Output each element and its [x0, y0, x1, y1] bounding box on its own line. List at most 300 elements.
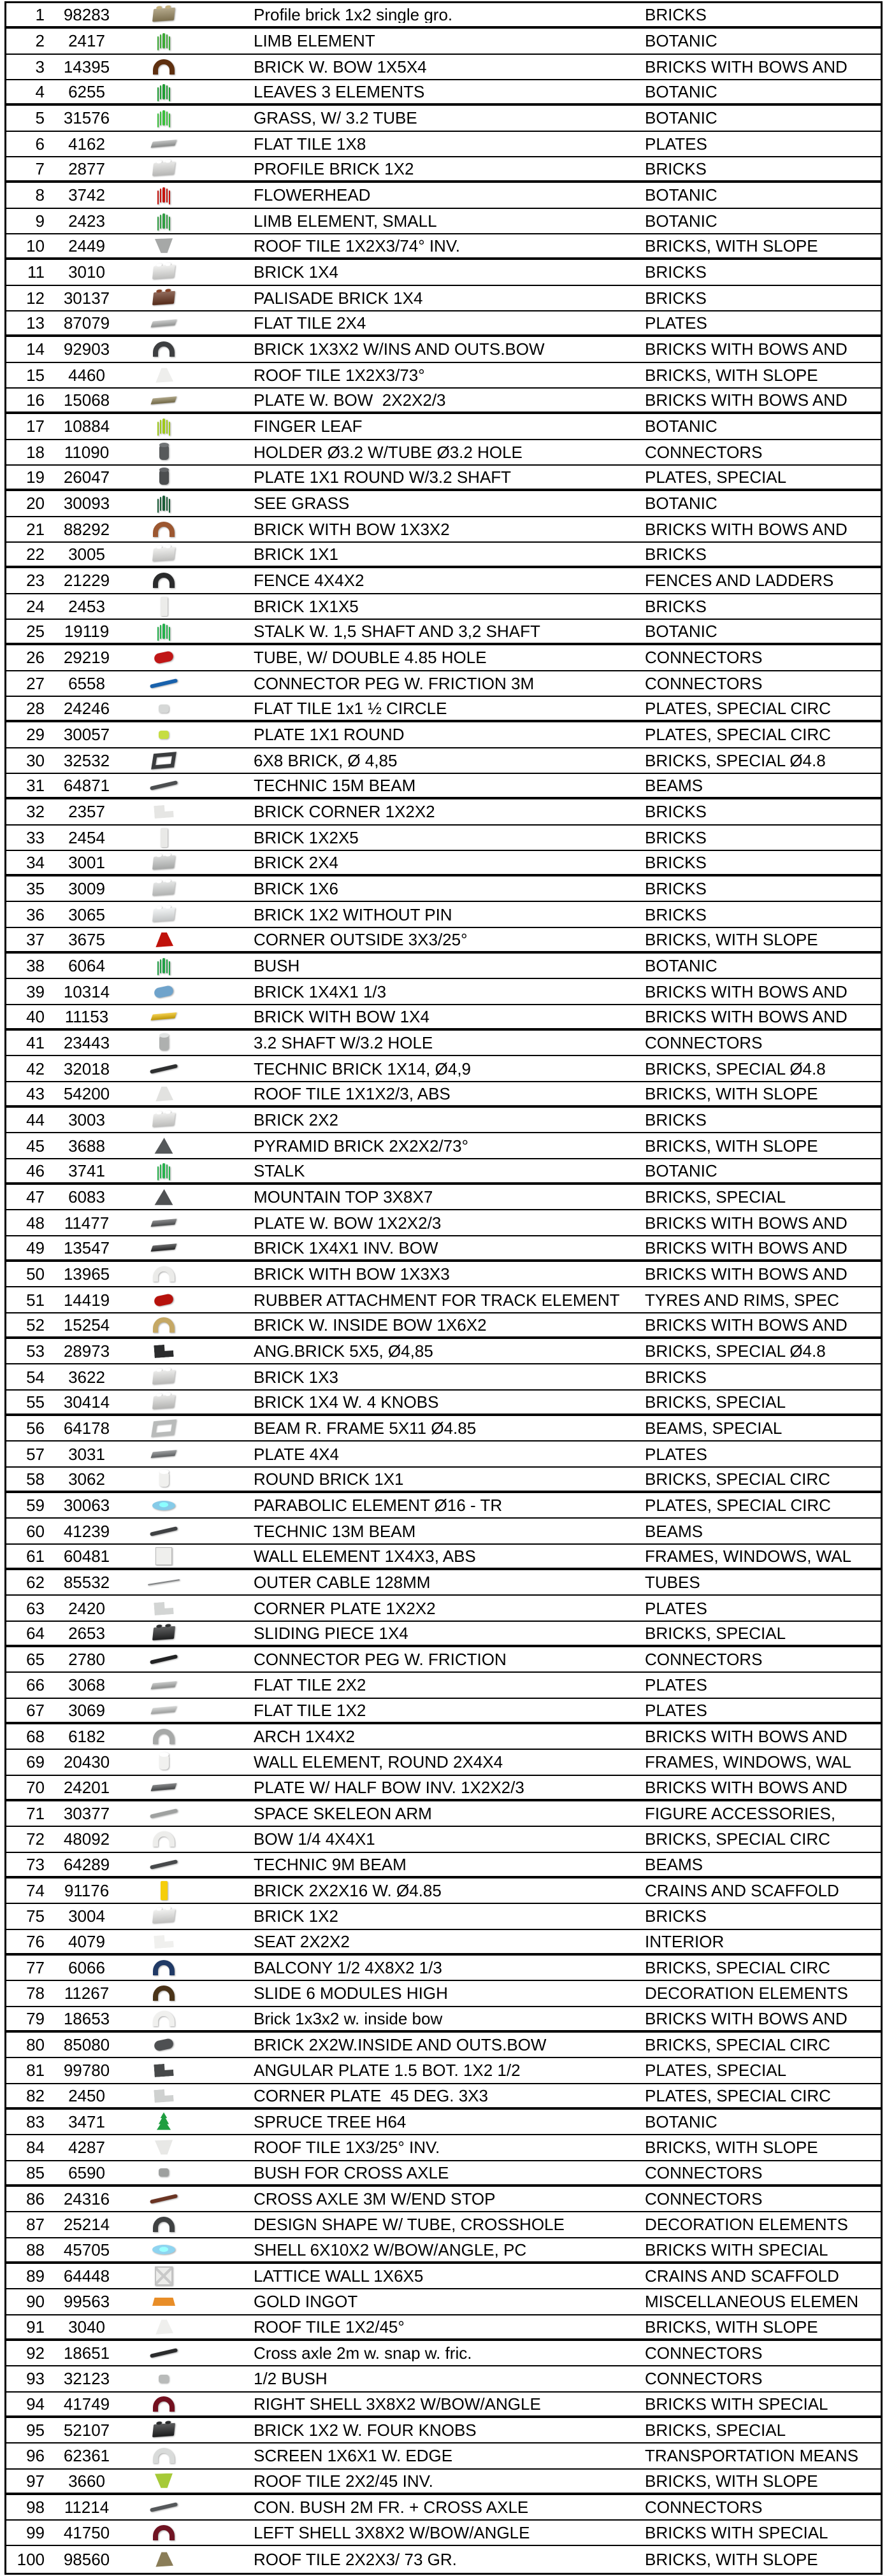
row-index: 95	[26, 2421, 45, 2440]
tall-icon	[161, 1881, 168, 1900]
part-number: 4460	[68, 365, 105, 385]
table-row	[6, 1262, 881, 1287]
bush-icon	[159, 731, 169, 739]
part-image-cell	[129, 2168, 199, 2177]
part-number: 6066	[68, 1958, 105, 1978]
part-number: 98283	[63, 5, 110, 25]
part-category: BRICKS WITH BOWS AND	[645, 1266, 847, 1283]
row-index: 83	[26, 2112, 45, 2132]
part-description: ROOF TILE 2X2X3/ 73 GR.	[254, 2551, 457, 2568]
part-number: 2454	[68, 827, 105, 847]
part-number: 62361	[63, 2446, 110, 2466]
part-number: 31576	[63, 108, 110, 128]
part-category: BRICKS	[645, 597, 707, 615]
part-number: 2653	[68, 1623, 105, 1643]
part-category: BRICKS, SPECIAL CIRC	[645, 1470, 830, 1487]
part-number: 32532	[63, 750, 110, 770]
row-index: 12	[26, 288, 45, 308]
part-image-cell	[129, 1881, 199, 1900]
part-category: PLATES	[645, 315, 707, 332]
part-image-cell	[129, 1295, 199, 1305]
row-index: 2	[35, 31, 45, 51]
table-row	[6, 543, 881, 568]
parts-table	[4, 1, 883, 2575]
tall-icon	[161, 828, 168, 847]
row-index: 28	[26, 699, 45, 719]
part-description: HOLDER Ø3.2 W/TUBE Ø3.2 HOLE	[254, 443, 523, 461]
table-row	[6, 337, 881, 362]
part-number: 30377	[63, 1804, 110, 1824]
part-number: 2420	[68, 1598, 105, 1618]
plate-icon	[150, 1783, 177, 1791]
part-number: 11090	[64, 442, 110, 462]
part-image-cell	[129, 828, 199, 847]
part-category: BOTANIC	[645, 212, 718, 229]
row-index: 58	[26, 1469, 45, 1489]
part-category: BRICKS, SPECIAL Ø4.8	[645, 1343, 826, 1360]
row-index: 47	[26, 1187, 45, 1207]
lattice-icon	[155, 2266, 173, 2286]
part-number: 13965	[63, 1264, 110, 1284]
part-category: BOTANIC	[645, 623, 718, 640]
part-image-cell	[129, 932, 199, 947]
row-index: 6	[35, 134, 45, 154]
part-category: BRICKS, WITH SLOPE	[645, 1085, 818, 1102]
part-number: 25214	[63, 2215, 110, 2235]
corner-icon	[154, 1601, 173, 1615]
part-image-cell	[129, 469, 199, 485]
part-description: ROOF TILE 1X3/25° INV.	[254, 2139, 440, 2156]
part-description: CONNECTOR PEG W. FRICTION 3M	[254, 675, 535, 692]
part-description: RIGHT SHELL 3X8X2 W/BOW/ANGLE	[254, 2395, 541, 2412]
part-number: 41749	[63, 2394, 110, 2414]
row-index: 50	[26, 1264, 45, 1284]
row-index: 32	[26, 802, 45, 822]
part-category: BRICKS WITH SPECIAL	[645, 2524, 828, 2542]
row-index: 99	[26, 2523, 45, 2543]
table-row	[6, 2135, 881, 2161]
part-description: BOW 1/4 4X4X1	[254, 1831, 375, 1848]
table-row	[6, 1904, 881, 1929]
part-number: 6590	[68, 2163, 105, 2182]
part-number: 13547	[63, 1238, 110, 1257]
part-description: PLATE W/ HALF BOW INV. 1X2X2/3	[254, 1778, 524, 1796]
part-number: 15068	[63, 390, 110, 410]
part-category: CONNECTORS	[645, 2345, 763, 2362]
part-image-cell	[129, 805, 199, 818]
part-number: 99780	[63, 2061, 110, 2080]
row-index: 64	[26, 1623, 45, 1643]
part-description: FENCE 4X4X2	[254, 572, 364, 589]
table-row	[6, 157, 881, 183]
table-row	[6, 260, 881, 285]
part-description: BRICK WITH BOW 1X3X3	[254, 1266, 450, 1283]
part-category: BOTANIC	[645, 83, 718, 101]
row-index: 35	[26, 879, 45, 899]
row-index: 25	[26, 622, 45, 641]
part-number: 3688	[68, 1136, 105, 1156]
part-image-cell	[129, 1420, 199, 1436]
table-row	[6, 774, 881, 799]
part-image-cell	[129, 1163, 199, 1178]
part-description: BRICK 1X3	[254, 1368, 338, 1385]
part-category: BRICKS WITH SPECIAL	[645, 2395, 828, 2412]
table-row	[6, 1159, 881, 1185]
part-number: 3471	[68, 2112, 105, 2132]
row-index: 89	[26, 2266, 45, 2286]
brick-icon	[152, 1909, 175, 1924]
table-row	[6, 234, 881, 260]
table-row	[6, 55, 881, 80]
part-image-cell	[129, 1013, 199, 1019]
table-row	[6, 620, 881, 645]
part-image-cell	[129, 110, 199, 125]
part-category: DECORATION ELEMENTS	[645, 2216, 848, 2233]
part-image-cell	[129, 2266, 199, 2286]
part-description: PLATE 1X1 ROUND	[254, 726, 405, 743]
row-index: 76	[26, 1931, 45, 1951]
row-index: 68	[26, 1727, 45, 1747]
part-image-cell	[129, 908, 199, 921]
part-category: BRICKS, WITH SLOPE	[645, 2472, 818, 2489]
part-category: BRICKS, SPECIAL	[645, 2422, 786, 2438]
part-category: BRICKS	[645, 829, 707, 846]
row-index: 19	[26, 468, 45, 487]
part-image-cell	[129, 2473, 199, 2489]
table-row	[6, 568, 881, 594]
part-description: ROOF TILE 2X2/45 INV.	[254, 2472, 433, 2489]
table-row	[6, 2546, 881, 2572]
part-image-cell	[129, 1396, 199, 1408]
part-image-cell	[129, 2424, 199, 2436]
part-description: BRICK 2X2W.INSIDE AND OUTS.BOW	[254, 2036, 547, 2054]
arch-icon	[153, 573, 175, 588]
part-description: LIMB ELEMENT, SMALL	[254, 212, 437, 229]
row-index: 18	[26, 442, 45, 462]
row-index: 69	[26, 1752, 45, 1772]
part-category: BRICKS WITH BOWS AND	[645, 341, 847, 358]
part-description: BRICK 1X1	[254, 546, 338, 563]
row-index: 45	[26, 1136, 45, 1156]
part-number: 2417	[68, 31, 105, 51]
table-row	[6, 2289, 881, 2315]
row-index: 93	[26, 2369, 45, 2389]
part-image-cell	[129, 1245, 199, 1250]
part-image-cell	[129, 187, 199, 203]
row-index: 87	[26, 2215, 45, 2235]
rod-icon	[150, 780, 178, 791]
table-row	[6, 440, 881, 466]
part-number: 11267	[64, 1984, 110, 2003]
part-description: MOUNTAIN TOP 3X8X7	[254, 1189, 433, 1206]
part-image-cell	[129, 548, 199, 561]
part-image-cell	[129, 397, 199, 403]
frame-icon	[151, 752, 177, 769]
part-image-cell	[129, 213, 199, 229]
tube-icon	[154, 2038, 175, 2052]
brick-icon	[152, 1370, 175, 1384]
part-number: 3010	[68, 262, 105, 282]
arch-icon	[153, 1831, 175, 1847]
part-description: BRICK 1X2 WITHOUT PIN	[254, 906, 452, 923]
row-index: 11	[27, 262, 45, 282]
row-index: 71	[26, 1804, 45, 1824]
part-category: BRICKS WITH BOWS AND	[645, 520, 847, 538]
row-index: 67	[26, 1700, 45, 1720]
part-description: WALL ELEMENT, ROUND 2X4X4	[254, 1754, 503, 1771]
part-category: BRICKS	[645, 1908, 707, 1925]
part-image-cell	[129, 1682, 199, 1688]
row-index: 5	[35, 108, 45, 128]
table-row	[6, 671, 881, 697]
part-description: Cross axle 2m w. snap w. fric.	[254, 2345, 472, 2362]
tree-icon	[156, 2112, 171, 2131]
part-number: 14395	[63, 57, 110, 76]
part-image-cell	[129, 2298, 199, 2306]
rod-icon	[150, 2194, 178, 2204]
part-category: BOTANIC	[645, 495, 718, 512]
part-category: BRICKS WITH BOWS AND	[645, 983, 847, 1000]
part-number: 14419	[63, 1290, 110, 1310]
part-image-cell	[129, 1067, 199, 1071]
round-icon	[159, 469, 169, 485]
part-image-cell	[129, 2140, 199, 2155]
table-row	[6, 1673, 881, 1698]
table-row	[6, 594, 881, 620]
table-row	[6, 2418, 881, 2444]
part-category: BOTANIC	[645, 110, 718, 127]
table-row	[6, 1339, 881, 1364]
part-image-cell	[129, 1220, 199, 1226]
arch-icon	[153, 341, 175, 357]
part-number: 3005	[68, 545, 105, 564]
rod-icon	[150, 2502, 178, 2512]
table-row	[6, 928, 881, 954]
rod-icon	[150, 1654, 178, 1664]
part-number: 99563	[63, 2292, 110, 2312]
corner-icon	[154, 1935, 173, 1949]
part-number: 6558	[68, 673, 105, 693]
part-image-cell	[129, 2525, 199, 2540]
part-image-cell	[129, 1960, 199, 1975]
row-index: 27	[26, 673, 45, 693]
row-index: 54	[26, 1367, 45, 1387]
part-number: 21229	[63, 571, 110, 590]
table-row	[6, 1236, 881, 1262]
part-description: FLOWERHEAD	[254, 187, 371, 204]
plate-icon	[150, 1706, 177, 1714]
part-description: PLATE 1X1 ROUND W/3.2 SHAFT	[254, 469, 512, 486]
row-index: 51	[26, 1290, 45, 1310]
part-image-cell	[129, 162, 199, 175]
part-description: BRICK 1X6	[254, 880, 338, 898]
part-image-cell	[129, 2217, 199, 2232]
brick-icon	[152, 290, 175, 305]
slope-icon	[154, 2552, 173, 2567]
part-number: 98560	[63, 2549, 110, 2569]
part-description: PLATE 4X4	[254, 1445, 339, 1463]
rod-icon	[150, 1808, 178, 1819]
part-image-cell	[129, 2552, 199, 2567]
row-index: 97	[26, 2471, 45, 2491]
table-row	[6, 517, 881, 543]
part-number: 54200	[63, 1084, 110, 1103]
part-number: 2423	[68, 211, 105, 231]
part-category: BEAMS, SPECIAL	[645, 1420, 782, 1437]
part-number: 6083	[68, 1187, 105, 1207]
part-number: 3001	[68, 852, 105, 872]
part-image-cell	[129, 141, 199, 147]
part-description: 3.2 SHAFT W/3.2 HOLE	[254, 1034, 433, 1052]
plate-icon	[150, 1244, 177, 1252]
part-category: BRICKS	[645, 161, 707, 178]
row-index: 90	[26, 2292, 45, 2312]
row-index: 85	[26, 2163, 45, 2182]
row-index: 52	[26, 1315, 45, 1335]
part-category: CONNECTORS	[645, 675, 763, 692]
part-category: BRICKS	[645, 854, 707, 871]
row-index: 60	[26, 1521, 45, 1541]
part-description: BRICK 1X4X1 1/3	[254, 983, 387, 1000]
part-image-cell	[129, 2197, 199, 2201]
brick-icon	[152, 2423, 175, 2438]
part-image-cell	[129, 624, 199, 639]
table-row	[6, 1313, 881, 1339]
part-category: BRICKS, WITH SLOPE	[645, 2318, 818, 2335]
part-description: STALK W. 1,5 SHAFT AND 3,2 SHAFT	[254, 623, 540, 640]
brick-icon	[152, 1113, 175, 1127]
part-image-cell	[129, 1471, 199, 1487]
part-number: 30063	[63, 1496, 110, 1515]
row-index: 30	[26, 750, 45, 770]
part-number: 19119	[64, 622, 110, 641]
part-description: ANG.BRICK 5X5, Ø4,85	[254, 1343, 433, 1360]
row-index: 79	[26, 2008, 45, 2028]
table-row	[6, 748, 881, 774]
tube-icon	[154, 650, 175, 664]
part-number: 6182	[68, 1727, 105, 1747]
row-index: 84	[26, 2138, 45, 2157]
row-index: 78	[26, 1984, 45, 2003]
arch-icon	[153, 2011, 175, 2026]
row-index: 55	[26, 1392, 45, 1412]
part-number: 41750	[63, 2523, 110, 2543]
part-description: BEAM R. FRAME 5X11 Ø4.85	[254, 1420, 477, 1437]
part-image-cell	[129, 33, 199, 48]
part-description: TECHNIC 9M BEAM	[254, 1856, 407, 1873]
table-row	[6, 1493, 881, 1519]
plant-icon	[162, 496, 165, 511]
part-image-cell	[129, 2505, 199, 2509]
row-index: 57	[26, 1444, 45, 1464]
table-row	[6, 1287, 881, 1313]
part-category: BRICKS, SPECIAL CIRC	[645, 1959, 830, 1977]
part-number: 3062	[68, 1469, 105, 1489]
table-row	[6, 1956, 881, 1981]
part-category: BOTANIC	[645, 957, 718, 975]
part-number: 3622	[68, 1367, 105, 1387]
brick-icon	[152, 1395, 175, 1410]
bush-icon	[159, 2375, 169, 2383]
part-image-cell	[129, 84, 199, 99]
brick-icon	[152, 1626, 175, 1641]
table-row	[6, 1210, 881, 1236]
part-description: FINGER LEAF	[254, 418, 363, 435]
part-number: 24316	[63, 2189, 110, 2209]
part-image-cell	[129, 1602, 199, 1615]
part-number: 48092	[63, 1829, 110, 1849]
part-category: BRICKS WITH BOWS AND	[645, 1008, 847, 1025]
part-number: 2780	[68, 1650, 105, 1670]
part-description: FLAT TILE 2X4	[254, 315, 366, 332]
part-image-cell	[129, 8, 199, 21]
part-category: TUBES	[645, 1574, 700, 1591]
table-row	[6, 1133, 881, 1159]
table-row	[6, 722, 881, 748]
row-index: 10	[26, 236, 45, 256]
plant-icon	[162, 187, 165, 203]
part-number: 64289	[63, 1854, 110, 1874]
table-row	[6, 799, 881, 825]
dish-icon	[152, 2245, 175, 2254]
tube-icon	[154, 985, 175, 999]
part-image-cell	[129, 1501, 199, 1510]
slope-inv-icon	[155, 2473, 173, 2489]
part-image-cell	[129, 1831, 199, 1847]
part-image-cell	[129, 238, 199, 254]
part-description: BRICK 1X2	[254, 1908, 338, 1925]
part-description: Brick 1x3x2 w. inside bow	[254, 2010, 443, 2027]
part-number: 92903	[63, 340, 110, 359]
part-image-cell	[129, 1138, 199, 1154]
table-row	[6, 979, 881, 1005]
row-index: 37	[26, 929, 45, 949]
table-row	[6, 1930, 881, 1956]
plant-icon	[162, 419, 165, 434]
part-description: ROOF TILE 1X2/45°	[254, 2318, 405, 2335]
arch-icon	[153, 1986, 175, 2001]
part-description: ROOF TILE 1X2X3/74° INV.	[254, 238, 460, 255]
part-description: SEE GRASS	[254, 495, 350, 512]
row-index: 1	[35, 5, 45, 25]
part-number: 30093	[63, 494, 110, 513]
table-row	[6, 1005, 881, 1031]
row-index: 17	[26, 417, 45, 436]
part-image-cell	[129, 445, 199, 460]
arch-icon	[153, 1317, 175, 1333]
part-image-cell	[129, 1754, 199, 1770]
table-row	[6, 645, 881, 671]
part-description: LEAVES 3 ELEMENTS	[254, 83, 425, 101]
part-image-cell	[129, 1189, 199, 1205]
row-index: 36	[26, 905, 45, 924]
plate-icon	[150, 319, 177, 327]
part-image-cell	[129, 2011, 199, 2026]
corner-icon	[154, 2063, 173, 2077]
row-index: 61	[26, 1546, 45, 1566]
part-description: BRICK WITH BOW 1X3X2	[254, 520, 450, 538]
part-category: TRANSPORTATION MEANS	[645, 2447, 859, 2465]
part-category: PLATES, SPECIAL CIRC	[645, 1497, 831, 1514]
row-index: 91	[26, 2317, 45, 2336]
part-number: 30414	[63, 1392, 110, 1412]
corner-icon	[154, 2089, 173, 2103]
part-description: BRICK 1X1X5	[254, 597, 359, 615]
arch-icon	[153, 522, 175, 537]
rod-icon	[150, 1064, 178, 1074]
table-row	[6, 311, 881, 337]
part-number: 4079	[68, 1931, 105, 1951]
